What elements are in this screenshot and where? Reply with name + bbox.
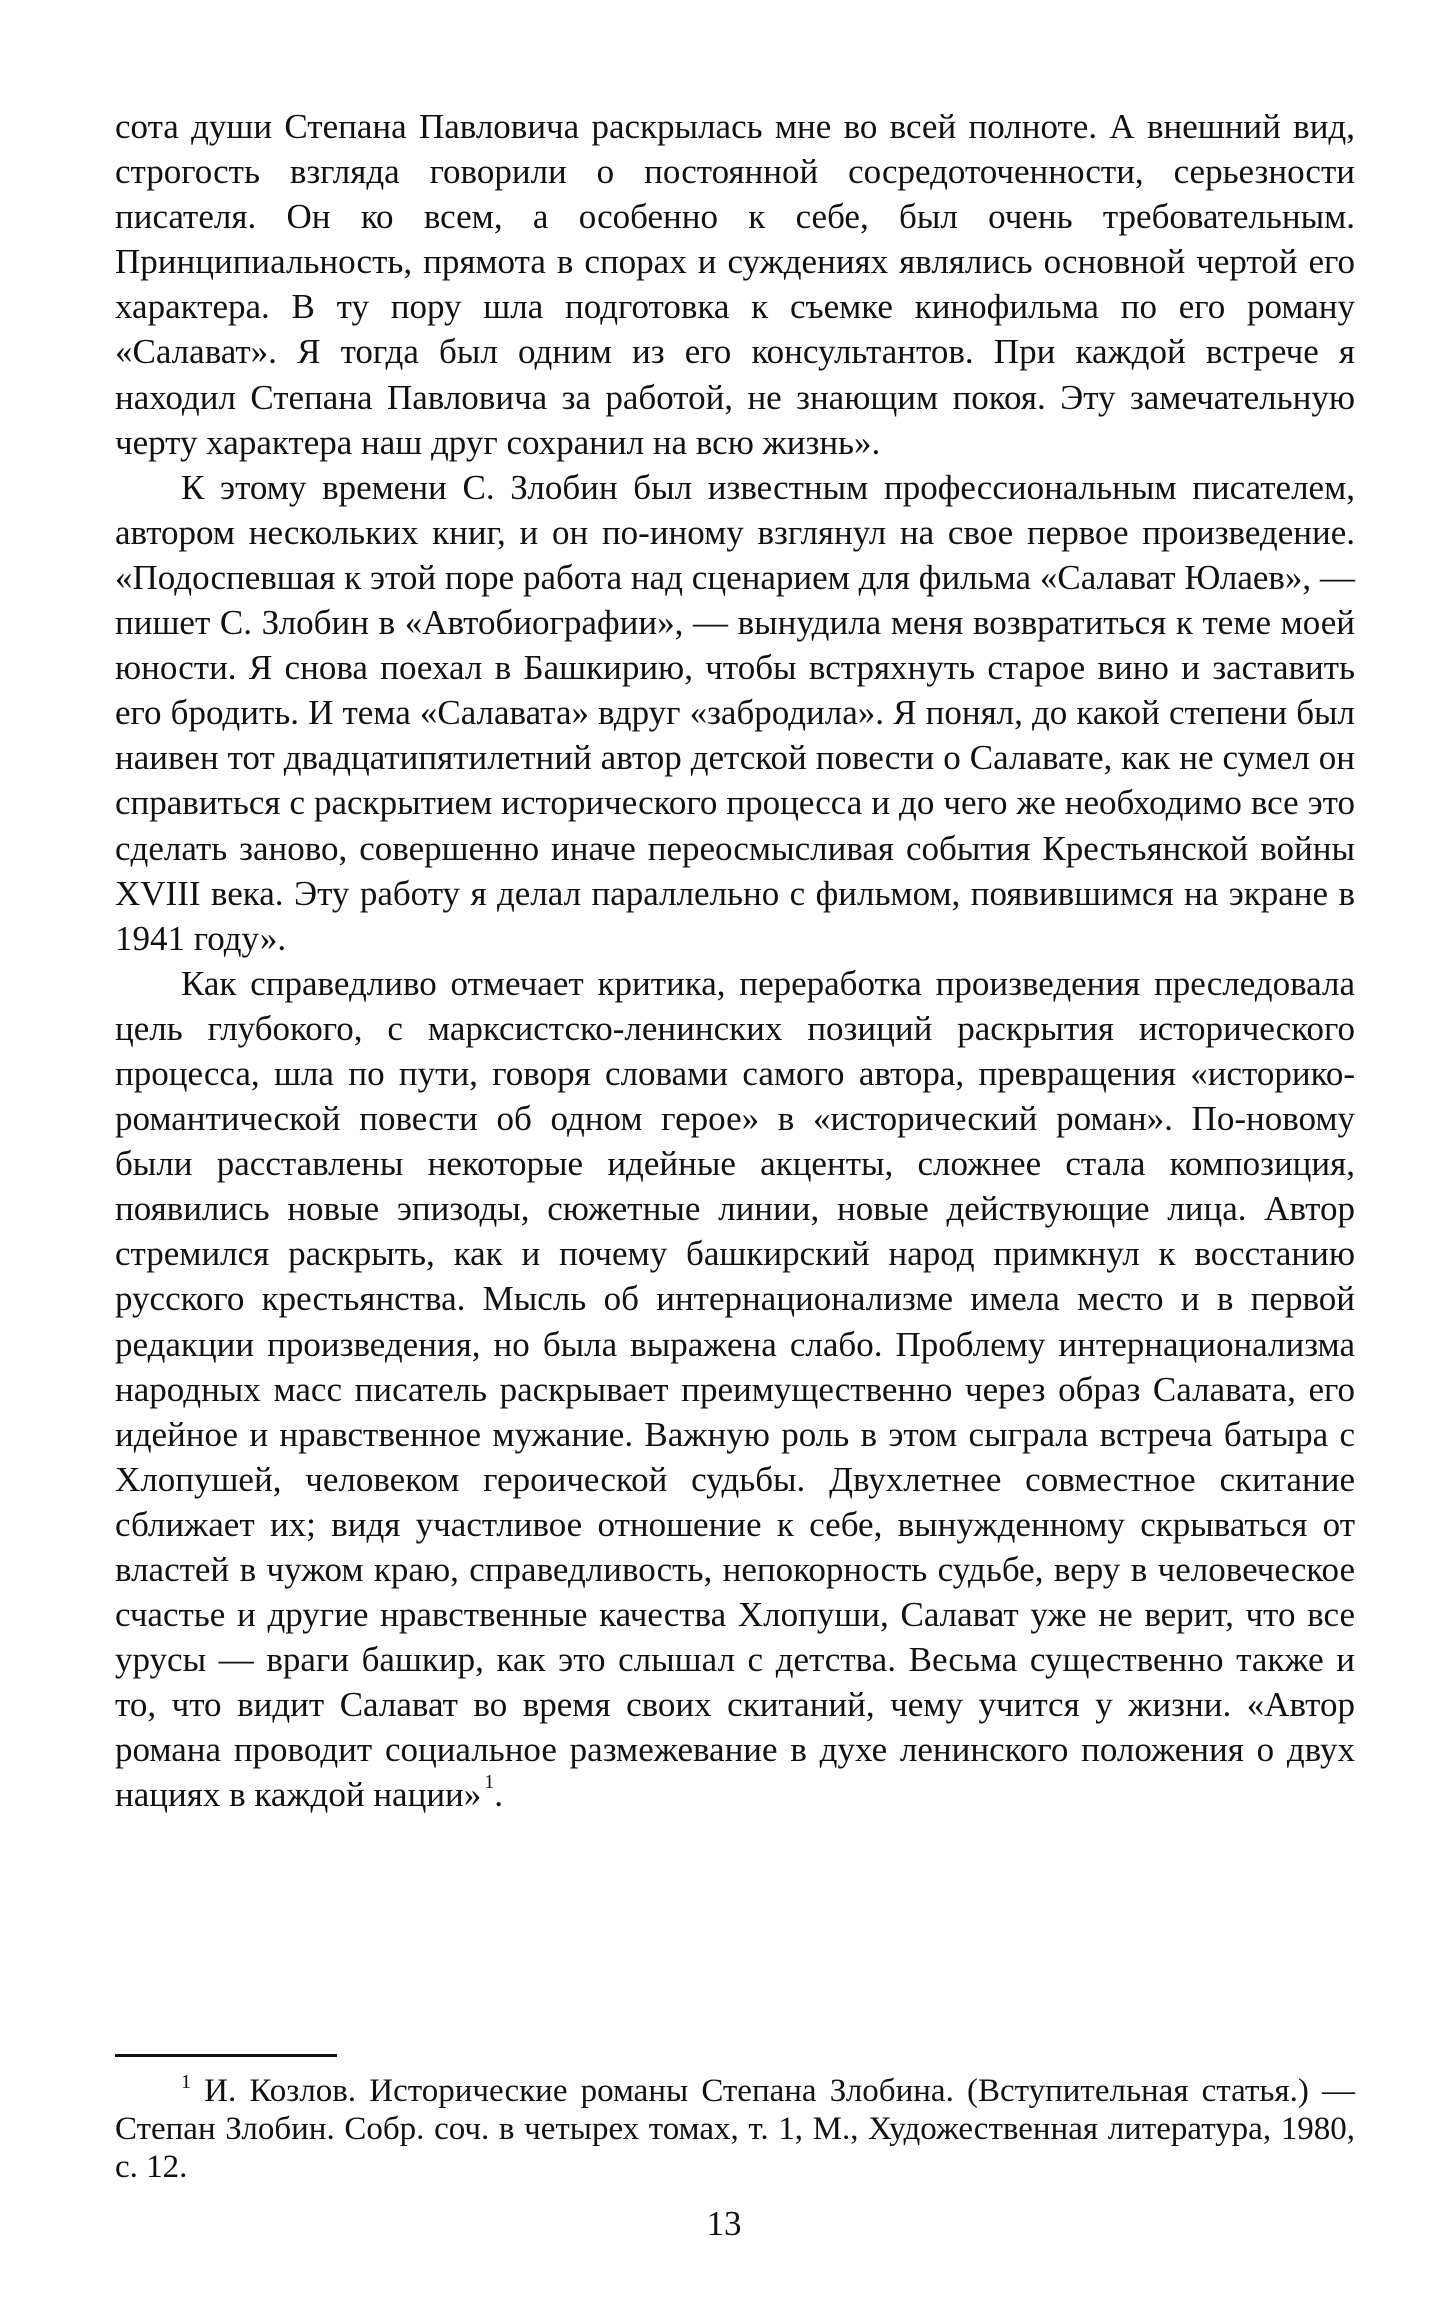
paragraph-end-period: . xyxy=(494,1775,503,1815)
footnote-reference-marker: 1 xyxy=(484,1771,495,1794)
footnote-divider xyxy=(115,2054,337,2057)
footnote-text: И. Козлов. Исторические романы Степана Злобина. (Вступительная статья.) — Степан Злобин. Собр. соч. в четырех томах, т. 1, М., Художественная литература, 1980, с. 12. xyxy=(115,2073,1355,2185)
paragraph-criticism-text: Как справедливо отмечает критика, переработка произведения преследовала цель глубокого, с марксистско-ленинских позиций раскрытия исторического процесса, шла по пути, говоря словами самого автора, превращения «историко-романтической повести об одном герое» в «исторический роман». По-новому были расставлены некоторые идейные акценты, сложнее стала композиция, появились новые эпизоды, сюжетные линии, новые действующие лица. Автор стремился раскрыть, как и почему башкирский народ примкнул к восстанию русского крестьянства. Мысль об интернационализме имела место и в первой редакции произведения, но была выражена слабо. Проблему интернационализма народных масс писатель раскрывает преимущественно через образ Салавата, его идейное и нравственное мужание. Важную роль в этом сыграла встреча батыра с Хлопушей, человеком героической судьбы. Двухлетнее совместное скитание сближает их; видя участливое отношение к себе, вынужденному скрываться от властей в чужом краю, справедливость, непокорность судьбе, веру в человеческое счастье и другие нравственные качества Хлопуши, Салават уже не верит, что все урусы — враги башкир, как это слышал с детства. Весьма существенно также и то, что видит Салават во время своих скитаний, чему учится у жизни. «Автор романа проводит социальное размежевание в духе ленинского положения о двух нациях в каждой нации» xyxy=(115,963,1355,1815)
page-body xyxy=(115,104,1355,1818)
paragraph-continued: сота души Степана Павловича раскрылась мне во всей полноте. А внешний вид, строгость взгляда говорили о постоянной сосредоточенности, серьезности писателя. Он ко всем, а особенно к себе, был очень требовательным. Принципиальность, прямота в спорах и суждениях являлись основной чертой его характера. В ту пору шла подготовка к съемке кинофильма по его роману «Салават». Я тогда был одним из его консультантов. При каждой встрече я находил Степана Павловича за работой, не знающим покоя. Эту замечательную черту характера наш друг сохранил на всю жизнь». xyxy=(115,107,1355,462)
footnote xyxy=(115,2072,1355,2186)
footnote-marker: 1 xyxy=(181,2071,191,2093)
paragraph-zlobin-quote: К этому времени С. Злобин был известным профессиональным писателем, автором нескольких книг, и он по-иному взглянул на свое первое произведение. «Подоспевшая к этой поре работа над сценарием для фильма «Салават Юлаев», — пишет С. Злобин в «Автобиографии», — вынудила меня возвратиться к теме моей юности. Я снова поехал в Башкирию, чтобы встряхнуть старое вино и заставить его бродить. И тема «Салавата» вдруг «забродила». Я понял, до какой степени был наивен тот двадцатипятилетний автор детской повести о Салавате, как не сумел он справиться с раскрытием исторического процесса и до чего же необходимо все это сделать заново, совершенно иначе переосмысливая события Крестьянской войны XVIII века. Эту работу я делал параллельно с фильмом, появившимся на экране в 1941 году». xyxy=(115,467,1355,958)
page-number: 13 xyxy=(706,2204,742,2243)
paragraph-criticism xyxy=(115,961,1355,1818)
